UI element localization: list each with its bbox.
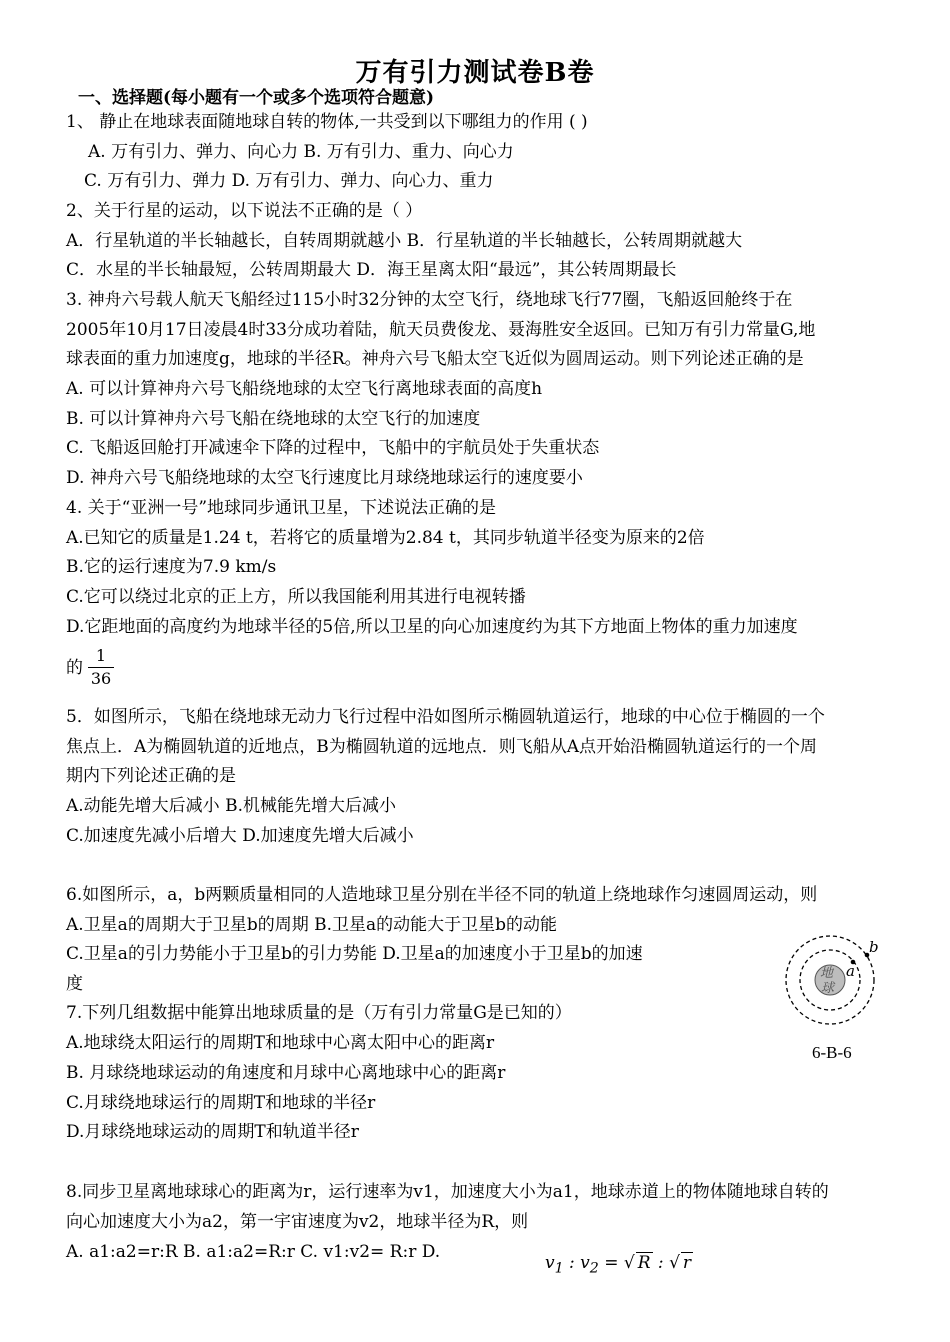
q5-stem-line3: 期内下列论述正确的是 [66,766,236,786]
q2-options-cd: C．水星的半长轴最短，公转周期最大 D．海王星离太阳“最远”，其公转周期最长 [66,260,677,280]
q8-stem-line1: 8.同步卫星离地球球心的距离为r，运行速率为v1，加速度大小为a1，地球赤道上的物体随地球自转的 [66,1182,829,1202]
q1-options-cd: C. 万有引力、弹力 D. 万有引力、弹力、向心力、重力 [84,171,494,191]
q2-stem: 2、关于行星的运动，以下说法不正确的是（ ） [66,201,423,221]
q5-options-ab: A.动能先增大后减小 B.机械能先增大后减小 [66,796,396,816]
fraction-numerator: 1 [95,646,107,665]
q3-stem-line2: 2005年10月17日凌晨4时33分成功着陆，航天员费俊龙、聂海胜安全返回。已知万有引力常量G,地 [66,320,816,340]
earth-label-1: 地 [820,966,834,981]
q4-stem: 4. 关于“亚洲一号”地球同步通讯卫星，下述说法正确的是 [66,498,497,518]
q3-stem-line3: 球表面的重力加速度g，地球的半径R。神舟六号飞船太空飞近似为圆周运动。则下列论述正确的是 [66,349,804,369]
q5-options-cd: C.加速度先减小后增大 D.加速度先增大后减小 [66,826,414,846]
q3-option-a: A. 可以计算神舟六号飞船绕地球的太空飞行离地球表面的高度h [66,379,543,399]
q7-option-b: B. 月球绕地球运动的角速度和月球中心离地球中心的距离r [66,1063,506,1083]
q5-stem-line1: 5．如图所示，飞船在绕地球无动力飞行过程中沿如图所示椭圆轨道运行，地球的中心位于椭圆的一个 [66,707,825,727]
q7-option-d: D.月球绕地球运动的周期T和轨道半径r [66,1122,359,1142]
q7-stem: 7.下列几组数据中能算出地球质量的是（万有引力常量G是已知的） [66,1003,572,1023]
q6-options-cd: C.卫星a的引力势能小于卫星b的引力势能 D.卫星a的加速度小于卫星b的加速 [66,944,643,964]
fraction-1-36 [88,646,114,689]
q3-option-c: C. 飞船返回舱打开减速伞下降的过程中，飞船中的宇航员处于失重状态 [66,438,600,458]
section-heading: 一、选择题(每小题有一个或多个选项符合题意) [78,88,435,108]
sqrt-r-lower: r [682,1253,692,1273]
label-b: b [869,938,879,956]
q6-stem: 6.如图所示，a，b两颗质量相同的人造地球卫星分别在半径不同的轨道上绕地球作匀速圆周运动，则 [66,885,818,905]
q4-option-d-cont: 的 [66,658,83,678]
q7-option-c: C.月球绕地球运行的周期T和地球的半径r [66,1093,376,1113]
q3-option-d: D. 神舟六号飞船绕地球的太空飞行速度比月球绕地球运行的速度要小 [66,468,583,488]
q3-option-b: B. 可以计算神舟六号飞船在绕地球的太空飞行的加速度 [66,409,481,429]
fraction-denominator: 36 [90,669,112,688]
q3-stem-line1: 3. 神舟六号载人航天飞船经过115小时32分钟的太空飞行，绕地球飞行77圈，飞船返回舱终于在 [66,290,793,310]
q8-options: A. a1:a2=r:R B. a1:a2=R:r C. v1:v2= R:r D. [66,1242,441,1262]
page-title: 万有引力测试卷B卷 [355,58,595,88]
q6-options-ab: A.卫星a的周期大于卫星b的周期 B.卫星a的动能大于卫星b的动能 [66,915,558,935]
q4-option-c: C.它可以绕过北京的正上方，所以我国能利用其进行电视转播 [66,587,526,607]
q4-option-b: B.它的运行速度为7.9 km/s [66,557,277,577]
q8-option-d-formula: $v_1$ : $v_2$ = √ R : √ r [545,1253,692,1277]
q6-options-cd-cont: 度 [66,974,83,994]
q8-stem-line2: 向心加速度大小为a2，第一宇宙速度为v2，地球半径为R，则 [66,1212,529,1232]
earth-label-2: 球 [821,981,835,996]
q1-stem: 1、 静止在地球表面随地球自转的物体,一共受到以下哪组力的作用 ( ) [66,112,588,132]
q4-option-d: D.它距地面的高度约为地球半径的5倍,所以卫星的向心加速度约为其下方地面上物体的重力加速度 [66,617,798,637]
fraction-bar [88,667,114,668]
q2-options-ab: A．行星轨道的半长轴越长，自转周期就越小 B．行星轨道的半长轴越长，公转周期就越大 [66,231,743,251]
q1-options-ab: A. 万有引力、弹力、向心力 B. 万有引力、重力、向心力 [88,142,514,162]
sqrt-r-upper: R [637,1253,651,1273]
q4-option-a: A.已知它的质量是1.24 t，若将它的质量增为2.84 t，其同步轨道半径变为原来的2倍 [66,528,705,548]
q5-stem-line2: 焦点上．A为椭圆轨道的近地点，B为椭圆轨道的远地点．则飞船从A点开始沿椭圆轨道运行的一个周 [66,737,818,757]
q7-option-a: A.地球绕太阳运行的周期T和地球中心离太阳中心的距离r [66,1033,495,1053]
orbit-figure [782,930,892,1040]
figure-caption: 6-B-6 [812,1043,852,1062]
label-a: a [846,962,855,980]
